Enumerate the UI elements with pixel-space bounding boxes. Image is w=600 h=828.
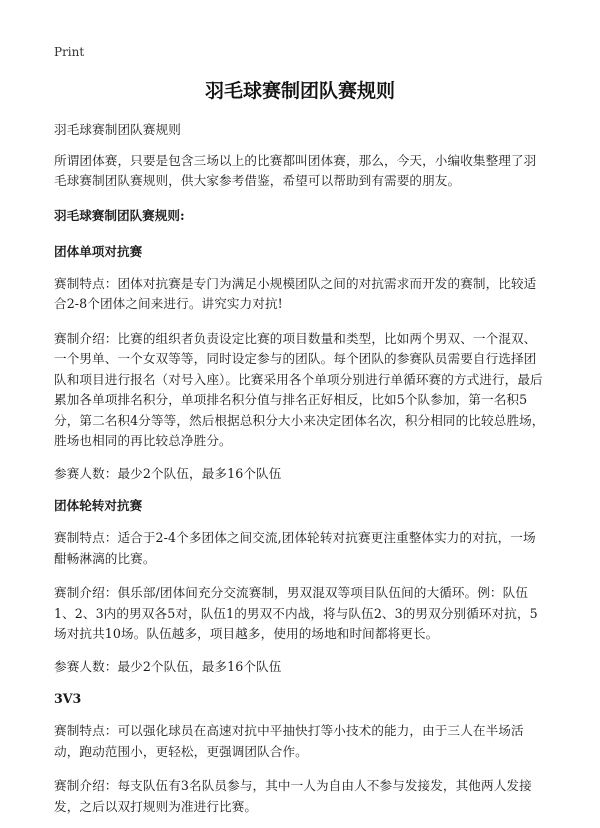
section-heading-3v3: 3V3 [54,691,82,706]
section-feature: 赛制特点：可以强化球员在高速对抗中平抽快打等小技术的能力，由于三人在半场活动，跑动范围小，更轻松，更强调团队合作。 [54,723,524,759]
section-intro: 赛制介绍：俱乐部/团体间充分交流赛制，男双混双等项目队伍间的大循环。例：队伍1、2、3内的男双各5对，队伍1的男双不内战，将与队伍2、3的男双分别循环对抗，5场对抗共10场。队伍越多，项目越多，使用的场地和时间都将更长。 [54,585,538,641]
section-intro: 赛制介绍：比赛的组织者负责设定比赛的项目数量和类型，比如两个男双、一个混双、一个男单、一个女双等等，同时设定参与的团队。每个团队的参赛队员需要自行选择团队和项目进行报名（对号入座）。比赛采用各个单项分别进行单循环赛的方式进行，最后累加各单项排名积分，单项排名积分值与排名正好相反，比如5个队参加，第一名积5分，第二名积4分等等，然后根据总积分大小来决定团体名次，积分相同的比较总胜场，胜场也相同的再比较总净胜分。 [54,330,545,448]
section-heading-team-single: 团体单项对抗赛 [54,243,143,259]
section-participant-count: 参赛人数：最少2个队伍，最多16个队伍 [54,465,282,481]
rules-heading: 羽毛球赛制团队赛规则: [54,207,185,223]
section-heading-team-rotation: 团体轮转对抗赛 [54,498,143,513]
section-feature: 赛制特点：适合于2-4个多团体之间交流,团体轮转对抗赛更注重整体实力的对抗，一场酣畅淋漓的比赛。 [54,530,536,566]
section-intro: 赛制介绍：每支队伍有3名队员参与，其中一人为自由人不参与发接发，其他两人发接发，之后以双打规则为准进行比赛。 [54,778,532,814]
section-participant-count: 参赛人数：最少2个队伍，最多16个队伍 [54,658,282,674]
section-feature: 赛制特点：团体对抗赛是专门为满足小规模团队之间的对抗需求而开发的赛制，比较适合2-8个团体之间来进行。讲究实力对抗! [54,275,537,311]
document-subtitle: 羽毛球赛制团队赛规则 [54,122,181,137]
intro-paragraph: 所谓团体赛，只要是包含三场以上的比赛都叫团体赛，那么，今天，小编收集整理了羽毛球赛制团队赛规则，供大家参考借鉴，希望可以帮助到有需要的朋友。 [54,152,537,188]
document-title: 羽毛球赛制团队赛规则 [204,80,395,102]
print-label: Print [54,45,85,59]
